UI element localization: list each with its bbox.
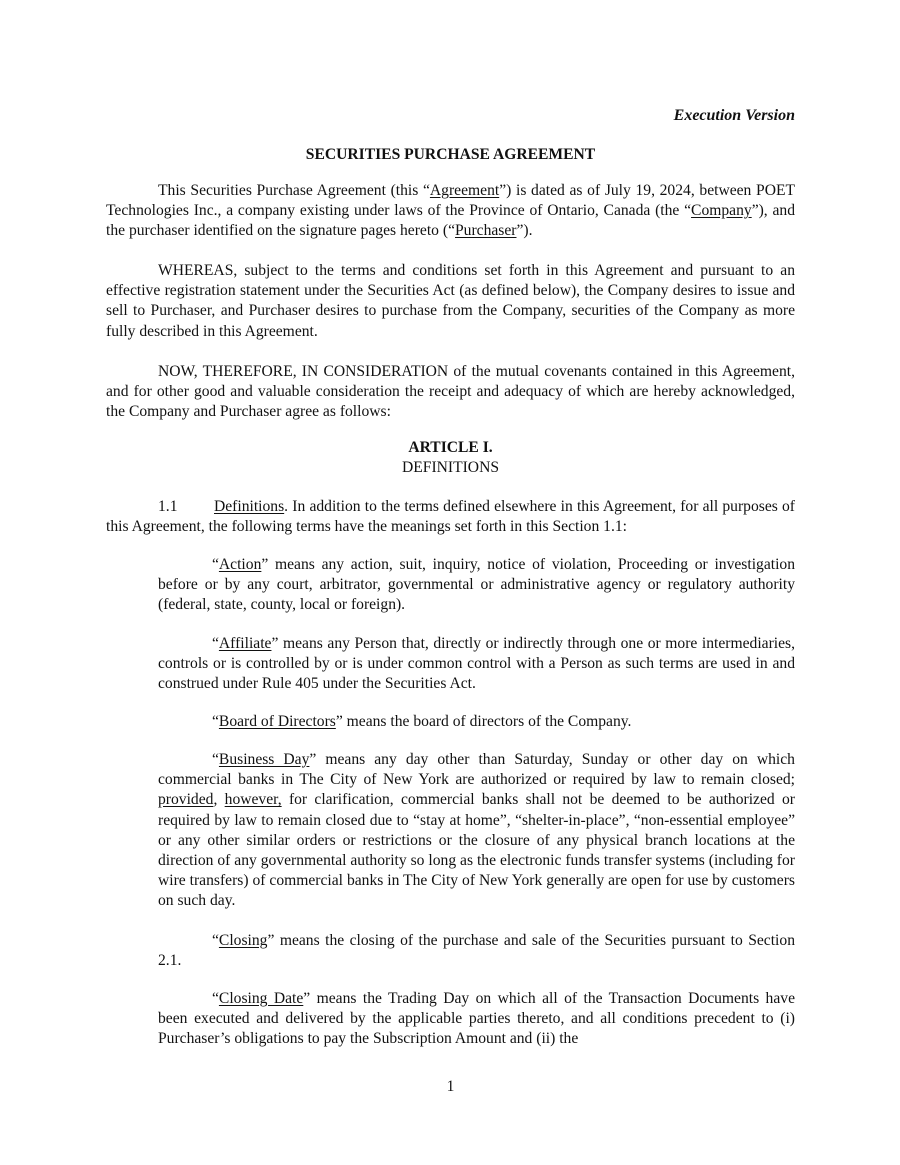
provided-term: provided	[158, 791, 214, 809]
page-number: 1	[446, 1078, 455, 1095]
section-number: 1.1	[158, 498, 178, 515]
definition-business-day	[158, 750, 795, 912]
section-1-1-text: . In addition to the terms defined elsewhere in this Agreement, for all purposes of this Agreement, the following terms have the meanings set forth in this Section 1.1:	[106, 498, 795, 536]
article-name: DEFINITIONS	[401, 459, 500, 477]
however-term: however,	[224, 791, 282, 809]
definition-text: ” means any Person that, directly or indirectly through one or more intermediaries, controls or is controlled by or is under common control with a Person as such terms are used in and construed under Rule 405 under the Securities Act.	[158, 635, 795, 693]
definition-text: ” means any day other than Saturday, Sunday or other day on which commercial banks in The City of New York are authorized or required by law to remain closed;	[158, 751, 795, 789]
intro-text-3: ”), and the purchaser identified on the signature pages hereto (“	[106, 202, 795, 240]
defined-term-business-day: Business Day	[218, 751, 310, 768]
article-number: ARTICLE I.	[408, 439, 493, 456]
comma: ,	[213, 791, 225, 809]
definition-text: ” means any action, suit, inquiry, notice of violation, Proceeding or investigation before or by any court, arbitrator, governmental or administrative agency or regulatory authority (federal, state, county, local or foreign).	[158, 556, 795, 614]
quote-open: “	[212, 635, 219, 652]
definition-closing-date	[158, 989, 795, 1050]
definition-text: ” means the closing of the purchase and sale of the Securities pursuant to Section 2.1.	[158, 932, 795, 970]
defined-term-closing-date: Closing Date	[218, 990, 304, 1007]
intro-text-1: This Securities Purchase Agreement (this “	[158, 182, 430, 199]
intro-text-4: ”).	[516, 222, 533, 240]
defined-term-affiliate: Affiliate	[218, 635, 272, 652]
whereas-paragraph: WHEREAS, subject to the terms and conditions set forth in this Agreement and pursuant to an effective registration statement under the Securities Act (as defined below), the Company desires to issue and sell to Purchaser, and Purchaser desires to purchase from the Company, securities of the Company as more fully described in this Agreement.	[106, 262, 795, 340]
section-heading: Definitions	[214, 498, 285, 515]
intro-paragraph	[106, 181, 795, 242]
quote-open: “	[212, 751, 219, 768]
definition-board-of-directors	[158, 712, 795, 732]
intro-text-2: ”) is dated as of July 19, 2024, between POET Technologies Inc., a company existing under laws of the Province of Ontario, Canada (the “	[106, 182, 796, 220]
defined-term-agreement: Agreement	[429, 182, 500, 199]
defined-term-purchaser: Purchaser	[455, 222, 517, 240]
now-therefore-paragraph: NOW, THEREFORE, IN CONSIDERATION of the mutual covenants contained in this Agreement, and for other good and valuable consideration the receipt and adequacy of which are hereby acknowledged, the Company and Purchaser agree as follows:	[106, 363, 795, 421]
quote-open: “	[212, 556, 219, 573]
execution-version-label: Execution Version	[673, 107, 795, 124]
quote-open: “	[212, 990, 219, 1007]
definition-text: ” means the board of directors of the Company.	[335, 713, 632, 730]
definition-text: ” means the Trading Day on which all of the Transaction Documents have been executed and delivered by the applicable parties thereto, and all conditions precedent to (i) Purchaser’s obligations to pay the Subscription Amount and (ii) the	[158, 990, 795, 1048]
defined-term-closing: Closing	[218, 932, 268, 949]
definition-closing	[158, 931, 795, 971]
quote-open: “	[212, 713, 219, 730]
defined-term-action: Action	[218, 556, 262, 573]
definition-text-continued: for clarification, commercial banks shall not be deemed to be authorized or required by law to remain closed due to “stay at home”, “shelter-in-place”, “non-essential employee” or any other similar orders or restrictions or the closure of any physical branch locations at the direction of any governmental authority so long as the electronic funds transfer systems (including for wire transfers) of commercial banks in The City of New York generally are open for use by customers on such day.	[158, 791, 795, 910]
quote-open: “	[212, 932, 219, 949]
document-page	[106, 0, 795, 1165]
section-1-1-paragraph	[106, 497, 795, 537]
defined-term-board-of-directors: Board of Directors	[218, 713, 336, 730]
defined-term-company: Company	[691, 202, 752, 220]
definition-affiliate	[158, 634, 795, 695]
definition-action	[158, 555, 795, 616]
article-heading	[106, 438, 795, 478]
document-title: SECURITIES PURCHASE AGREEMENT	[305, 146, 596, 163]
